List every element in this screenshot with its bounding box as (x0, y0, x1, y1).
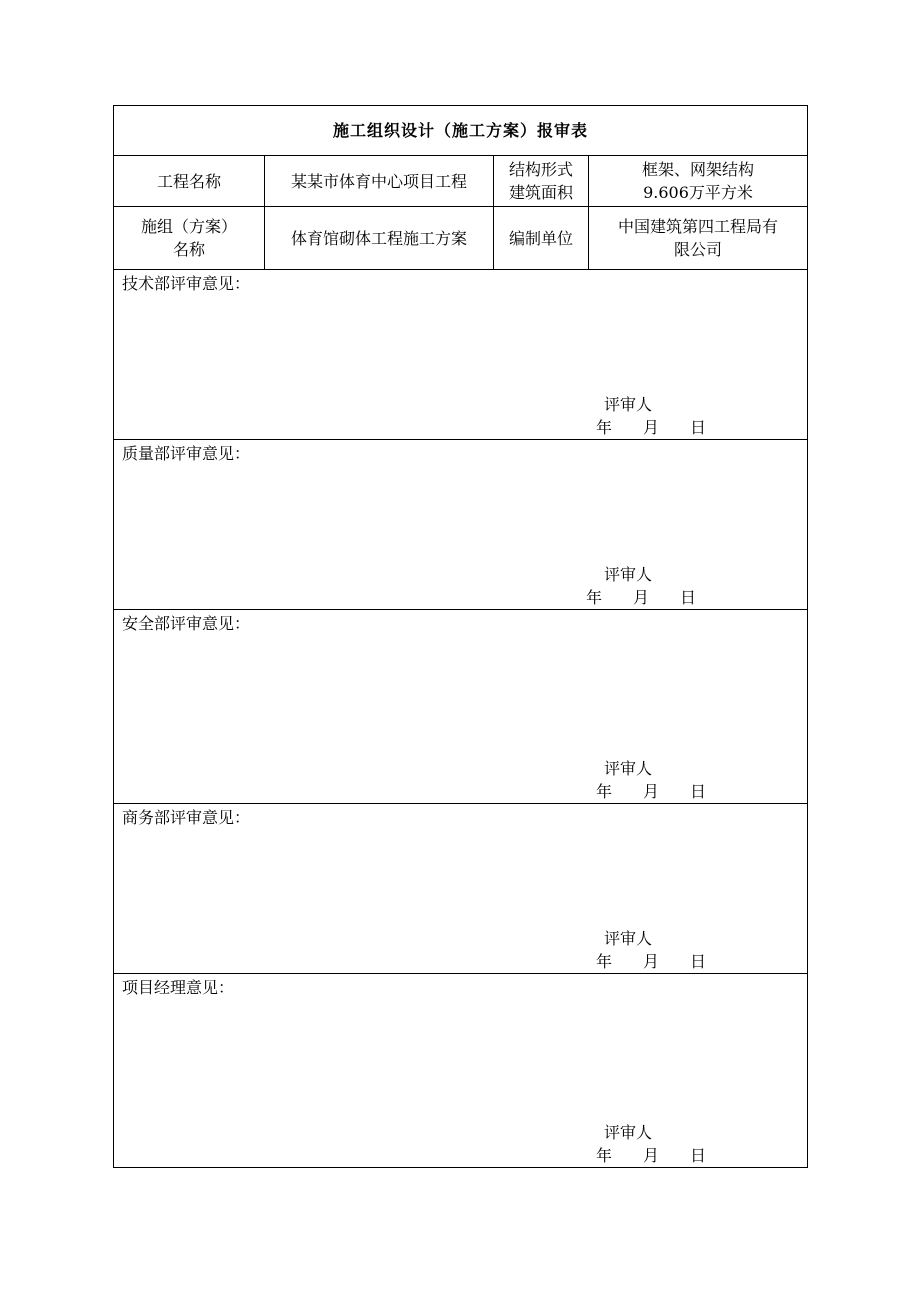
plan-row (114, 207, 808, 270)
business-opinion-cell[interactable] (114, 804, 808, 974)
plan-label-line-2: 名称 (172, 240, 205, 259)
building-area-value: 9.606万平方米 (643, 183, 753, 202)
month-label: 月 (643, 1146, 660, 1165)
opinion-row-quality (114, 440, 808, 610)
year-label: 年 (586, 588, 603, 607)
technical-opinion-cell[interactable] (114, 270, 808, 440)
structure-area-label (494, 156, 589, 207)
plan-name-value: 体育馆砌体工程施工方案 (265, 207, 494, 270)
plan-name-label (114, 207, 265, 270)
day-label: 日 (690, 418, 707, 437)
building-area-label: 建筑面积 (508, 183, 573, 202)
quality-opinion-label: 质量部评审意见： (122, 444, 251, 463)
unit-value-line-2: 限公司 (674, 240, 723, 259)
structure-area-value (589, 156, 808, 207)
business-opinion-label: 商务部评审意见： (122, 808, 251, 827)
quality-opinion-cell[interactable] (114, 440, 808, 610)
technical-opinion-label: 技术部评审意见： (122, 274, 251, 293)
month-label: 月 (633, 588, 650, 607)
month-label: 月 (643, 782, 660, 801)
opinion-row-safety (114, 610, 808, 804)
compiling-unit-value (589, 207, 808, 270)
safety-opinion-label: 安全部评审意见： (122, 614, 251, 633)
day-label: 日 (690, 782, 707, 801)
project-manager-opinion-cell[interactable] (114, 974, 808, 1168)
form-title: 施工组织设计（施工方案）报审表 (114, 106, 808, 156)
plan-label-line-1: 施组（方案） (140, 217, 237, 236)
day-label: 日 (680, 588, 697, 607)
business-reviewer-label: 评审人 (604, 929, 653, 948)
structure-form-label: 结构形式 (508, 160, 573, 179)
month-label: 月 (643, 418, 660, 437)
safety-reviewer-label: 评审人 (604, 759, 653, 778)
project-name-value: 某某市体育中心项目工程 (265, 156, 494, 207)
year-label: 年 (596, 782, 613, 801)
day-label: 日 (690, 1146, 707, 1165)
project-manager-opinion-label: 项目经理意见： (122, 978, 235, 997)
technical-reviewer-label: 评审人 (604, 395, 653, 414)
month-label: 月 (643, 952, 660, 971)
project-manager-reviewer-label: 评审人 (604, 1123, 653, 1142)
unit-value-line-1: 中国建筑第四工程局有 (618, 217, 779, 236)
opinion-row-technical (114, 270, 808, 440)
year-label: 年 (596, 952, 613, 971)
structure-form-value: 框架、网架结构 (642, 160, 755, 179)
project-row (114, 156, 808, 207)
safety-opinion-cell[interactable] (114, 610, 808, 804)
review-form-table (113, 105, 808, 1168)
day-label: 日 (690, 952, 707, 971)
opinion-row-business (114, 804, 808, 974)
opinion-row-project-manager (114, 974, 808, 1168)
project-name-label: 工程名称 (114, 156, 265, 207)
year-label: 年 (596, 418, 613, 437)
compiling-unit-label: 编制单位 (494, 207, 589, 270)
quality-reviewer-label: 评审人 (604, 565, 653, 584)
year-label: 年 (596, 1146, 613, 1165)
